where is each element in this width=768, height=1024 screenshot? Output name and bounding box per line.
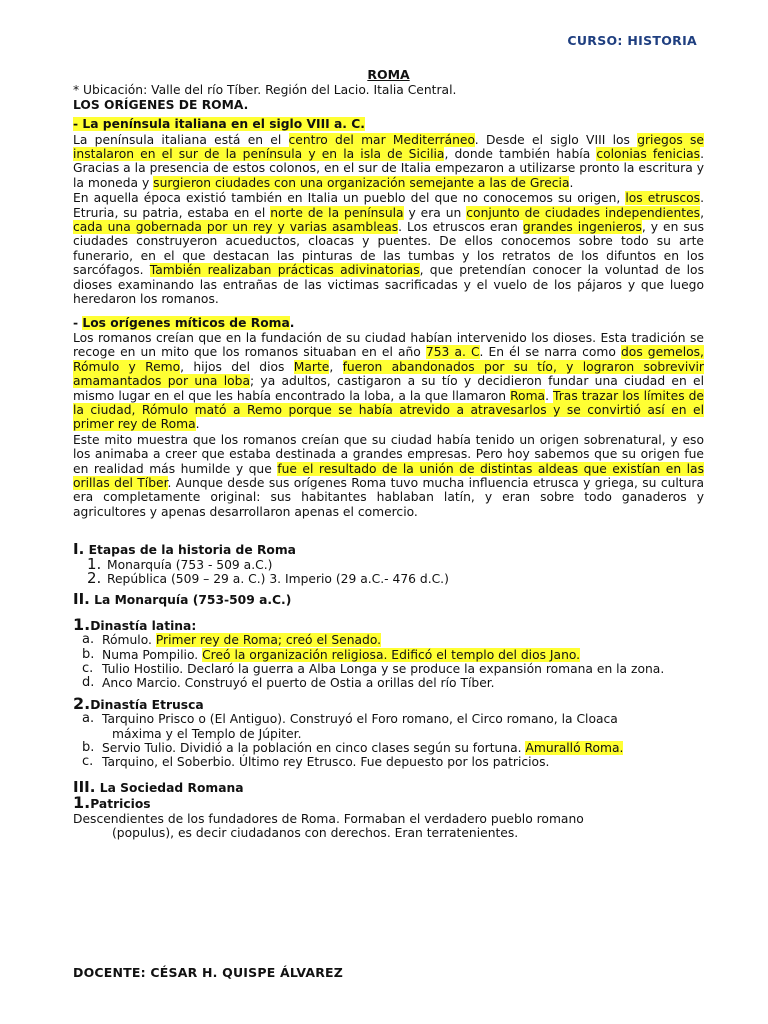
dinastia-latina-heading: [73, 614, 704, 634]
highlighted-text: colonias fenicias: [596, 147, 701, 162]
stage-text: Monarquía (753 - 509 a.C.): [107, 557, 273, 572]
stage-list-item: [73, 569, 704, 587]
document-body: [73, 68, 704, 841]
list-marker: 2.: [87, 569, 102, 587]
paragraph-origen-real: [73, 433, 704, 519]
text-run: . En él se narra como: [479, 345, 621, 360]
highlighted-text: Amuralló Roma.: [525, 741, 624, 756]
section-II-number: II.: [73, 590, 90, 609]
stage-text: República (509 – 29 a. C.) 3. Imperio (29 a.C.- 476 d.C.): [107, 572, 449, 586]
text-run: Los romanos creían que en la fundación de su ciudad habían intervenido los dioses. Esta tradición se recoge en un mito que los romanos situaban en el año: [73, 330, 704, 360]
highlighted-text: También realizaban prácticas adivinatorias: [149, 263, 420, 278]
highlighted-text: cada una gobernada por un rey y varias asambleas: [73, 220, 399, 235]
highlighted-text: griegos se instalaron en el sur de la península y en la isla de Sicilia: [73, 132, 704, 162]
list-marker: a.: [82, 632, 95, 648]
highlighted-text: surgieron ciudades con una organización semejante a las de Grecia: [153, 175, 570, 190]
highlighted-text: Los orígenes míticos de Roma: [82, 315, 290, 330]
section-heading-origenes-miticos: [73, 316, 704, 330]
section-III-title: La Sociedad Romana: [99, 780, 244, 795]
text-run: .: [545, 388, 554, 403]
highlighted-text: Creó la organización religiosa. Edificó el templo del dios Jano.: [202, 647, 581, 662]
teacher-name: DOCENTE: CÉSAR H. QUISPE ÁLVAREZ: [73, 965, 344, 980]
section-I-number: I.: [73, 540, 85, 559]
section-heading-peninsula-text: - La península italiana en el siglo VIII a. C.: [73, 117, 365, 132]
section-III-heading: [73, 777, 704, 796]
text-run: Servio Tulio. Dividió a la población en cinco clases según su fortuna.: [102, 741, 526, 756]
text-run: . Etruria, su patria, estaba en el: [73, 191, 704, 220]
highlighted-text: fue el resultado de la unión de distintas aldeas que existían en las orillas del Tíber: [73, 461, 704, 490]
list-item: [73, 662, 704, 676]
stages-list: [73, 554, 704, 587]
text-run: .: [569, 175, 574, 190]
text-run: ; ya adultos, castigaron a su tío y decidieron fundar una ciudad en el mismo lugar en el que les había encontrado la loba, a la que llamaron: [73, 374, 704, 403]
dinastia-latina-list: [73, 633, 704, 691]
text-run: -: [73, 315, 83, 330]
highlighted-text: norte de la península: [270, 205, 404, 220]
highlighted-text: Roma: [510, 388, 546, 403]
section-II-title: La Monarquía (753-509 a.C.): [94, 593, 292, 608]
highlighted-text: Tras trazar los límites de la ciudad, Rómulo mató a Remo porque se había atrevido a atravesarlos y se convirtió así en el primer rey de Roma: [73, 388, 704, 432]
highlighted-text: Marte: [293, 359, 330, 374]
section-heading-peninsula: [73, 117, 704, 131]
paragraph-peninsula: [73, 133, 704, 191]
highlighted-text: centro del mar Mediterráneo: [288, 132, 475, 147]
text-run: Este mito muestra que los romanos creían que su ciudad había tenido un origen sobrenatural, y eso los animaba a creer que estaba destinada a grandes empresas. Pero hoy sabemos que su origen fue en realidad más humilde y que: [73, 432, 704, 476]
list-item: [73, 648, 704, 662]
highlighted-text: grandes ingenieros: [522, 220, 642, 235]
list-marker: b.: [82, 646, 95, 662]
dinastia-etrusca-list: [73, 712, 704, 770]
patricios-text-line1: Descendientes de los fundadores de Roma. Formaban el verdadero pueblo romano: [73, 811, 584, 826]
list-item-continuation: máxima y el Templo de Júpiter.: [112, 726, 302, 741]
text-run: , que pretendían conocer la voluntad de los dioses examinando las entrañas de las victimas sacrificadas y el vuelo de los pájaros y que luego heredaron los romanos.: [73, 263, 704, 307]
dinastia-latina-number: 1.: [73, 614, 91, 634]
dinastia-latina-title: Dinastía latina:: [90, 618, 197, 633]
patricios-text-line2: (populus), es decir ciudadanos con derechos. Eran terratenientes.: [112, 826, 519, 841]
text-run: Numa Pompilio.: [102, 647, 203, 662]
text-run: , y en sus ciudades construyeron acueductos, cloacas y puentes. De ellos conocemos sobre todo su arte funerario, en el que destacan las pinturas de las tumbas y los retratos de los difuntos en los sarcófagos.: [73, 220, 704, 278]
text-run: .: [195, 417, 200, 432]
list-marker: d.: [82, 675, 95, 691]
list-marker: a.: [82, 711, 95, 727]
document-title: ROMA: [367, 67, 410, 82]
text-run: Rómulo.: [102, 633, 156, 648]
text-run: . Los etruscos eran: [398, 220, 523, 235]
dinastia-etrusca-number: 2.: [73, 693, 91, 713]
text-run: , donde también había: [444, 147, 597, 162]
text-run: .: [289, 315, 295, 330]
text-run: y era un: [403, 205, 467, 220]
patricios-number: 1.: [73, 793, 91, 813]
section-I-heading: [73, 542, 704, 557]
text-run: ,: [700, 205, 704, 220]
list-item: [73, 712, 704, 741]
list-marker: b.: [82, 740, 95, 756]
text-run: . Gracias a la presencia de estos colonos, en el sur de Italia empezaron a utilizarse pronto la escritura y la moneda y: [73, 147, 705, 190]
course-label: CURSO: HISTORIA: [567, 33, 697, 48]
dinastia-etrusca-title: Dinastía Etrusca: [90, 697, 204, 712]
highlighted-text: los etruscos: [625, 191, 701, 206]
list-marker: 1.: [87, 554, 102, 573]
highlighted-text: conjunto de ciudades independientes: [466, 205, 701, 220]
patricios-heading: [73, 793, 704, 813]
section-I-title: Etapas de la historia de Roma: [88, 543, 296, 558]
section-II-heading: [73, 592, 704, 607]
highlighted-text: fueron abandonados por su tío, y lograron sobrevivir amamantados por una loba: [73, 359, 704, 389]
text-run: La península italiana está en el: [73, 132, 289, 147]
highlighted-text: 753 a. C: [425, 345, 480, 360]
text-run: ,: [329, 359, 343, 374]
highlighted-text: Primer rey de Roma; creó el Senado.: [155, 633, 382, 648]
list-marker: c.: [82, 661, 94, 677]
text-run: Tulio Hostilio. Declaró la guerra a Alba Longa y se produce la expansión romana en la zona.: [102, 662, 665, 677]
text-run: Tarquino, el Soberbio. Último rey Etrusco. Fue depuesto por los patricios.: [102, 755, 550, 770]
patricios-title: Patricios: [90, 797, 151, 812]
list-marker: c.: [82, 754, 94, 770]
list-item: [73, 633, 704, 647]
paragraph-mito: [73, 331, 704, 432]
list-item: [73, 676, 704, 690]
origins-heading: LOS ORÍGENES DE ROMA.: [73, 97, 249, 112]
list-item: [73, 755, 704, 769]
text-run: . Desde el siglo VIII los: [474, 132, 638, 147]
location-line: * Ubicación: Valle del río Tíber. Región del Lacio. Italia Central.: [73, 83, 457, 98]
text-run: , hijos del dios: [180, 359, 294, 374]
dinastia-etrusca-heading: [73, 693, 704, 713]
text-run: Anco Marcio. Construyó el puerto de Ostia a orillas del río Tíber.: [102, 676, 495, 691]
section-III-number: III.: [73, 777, 96, 796]
text-run: En aquella época existió también en Italia un pueblo del que no conocemos su origen,: [73, 191, 626, 206]
paragraph-etruscos: [73, 191, 704, 306]
list-item: [73, 741, 704, 755]
text-run: Tarquino Prisco o (El Antiguo). Construyó el Foro romano, el Circo romano, la Cloaca: [102, 712, 618, 727]
highlighted-text: dos gemelos, Rómulo y Remo: [73, 345, 704, 374]
stage-list-item: [73, 554, 704, 573]
text-run: . Aunque desde sus orígenes Roma tuvo mucha influencia etrusca y griega, su cultura era completamente original: sus habitantes hablaban latín, y eran sobre todo ganaderos y agricultores y apenas desarrollaron apenas el comercio.: [73, 475, 704, 519]
